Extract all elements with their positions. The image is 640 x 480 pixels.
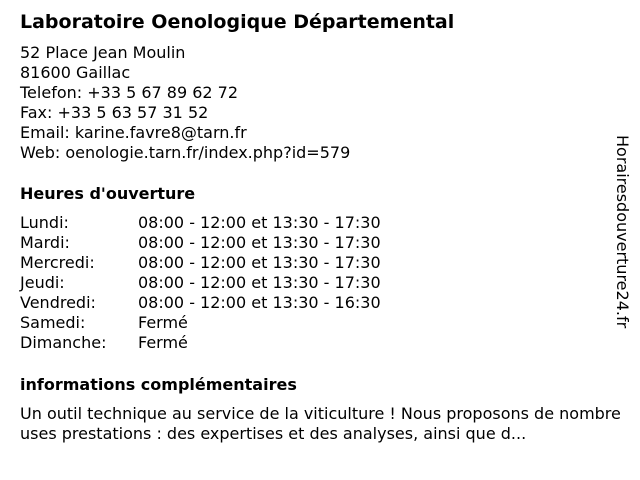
email-address: Email: karine.favre8@tarn.fr [20, 123, 247, 142]
additional-info-text: Un outil technique au service de la viticulture ! Nous proposons de nombreuses prestations : des expertises et des analyses, ainsi que d... [20, 404, 621, 443]
time-value: Fermé [138, 313, 188, 332]
time-value: 08:00 - 12:00 et 13:30 - 17:30 [138, 253, 381, 272]
time-value: 08:00 - 12:00 et 13:30 - 17:30 [138, 273, 381, 292]
day-label: Mardi: [20, 233, 70, 252]
phone-number: Telefon: +33 5 67 89 62 72 [20, 83, 239, 102]
contact-block [20, 43, 350, 163]
site-watermark: Horairesdouverture24.fr [613, 135, 632, 329]
time-value: Fermé [138, 333, 188, 352]
day-label: Samedi: [20, 313, 86, 332]
day-label: Mercredi: [20, 253, 95, 272]
website-url: Web: oenologie.tarn.fr/index.php?id=579 [20, 143, 351, 162]
page-title: Laboratoire Oenologique Départemental [20, 11, 455, 33]
time-value: 08:00 - 12:00 et 13:30 - 17:30 [138, 213, 381, 232]
time-value: 08:00 - 12:00 et 13:30 - 16:30 [138, 293, 381, 312]
additional-info-heading: informations complémentaires [20, 375, 297, 394]
day-label: Lundi: [20, 213, 69, 232]
fax-number: Fax: +33 5 63 57 31 52 [20, 103, 209, 122]
opening-hours-heading: Heures d'ouverture [20, 184, 196, 203]
day-label: Vendredi: [20, 293, 96, 312]
time-value: 08:00 - 12:00 et 13:30 - 17:30 [138, 233, 381, 252]
day-label: Jeudi: [20, 273, 65, 292]
address-street: 52 Place Jean Moulin [20, 43, 186, 62]
address-city: 81600 Gaillac [20, 63, 131, 82]
day-label: Dimanche: [20, 333, 107, 352]
